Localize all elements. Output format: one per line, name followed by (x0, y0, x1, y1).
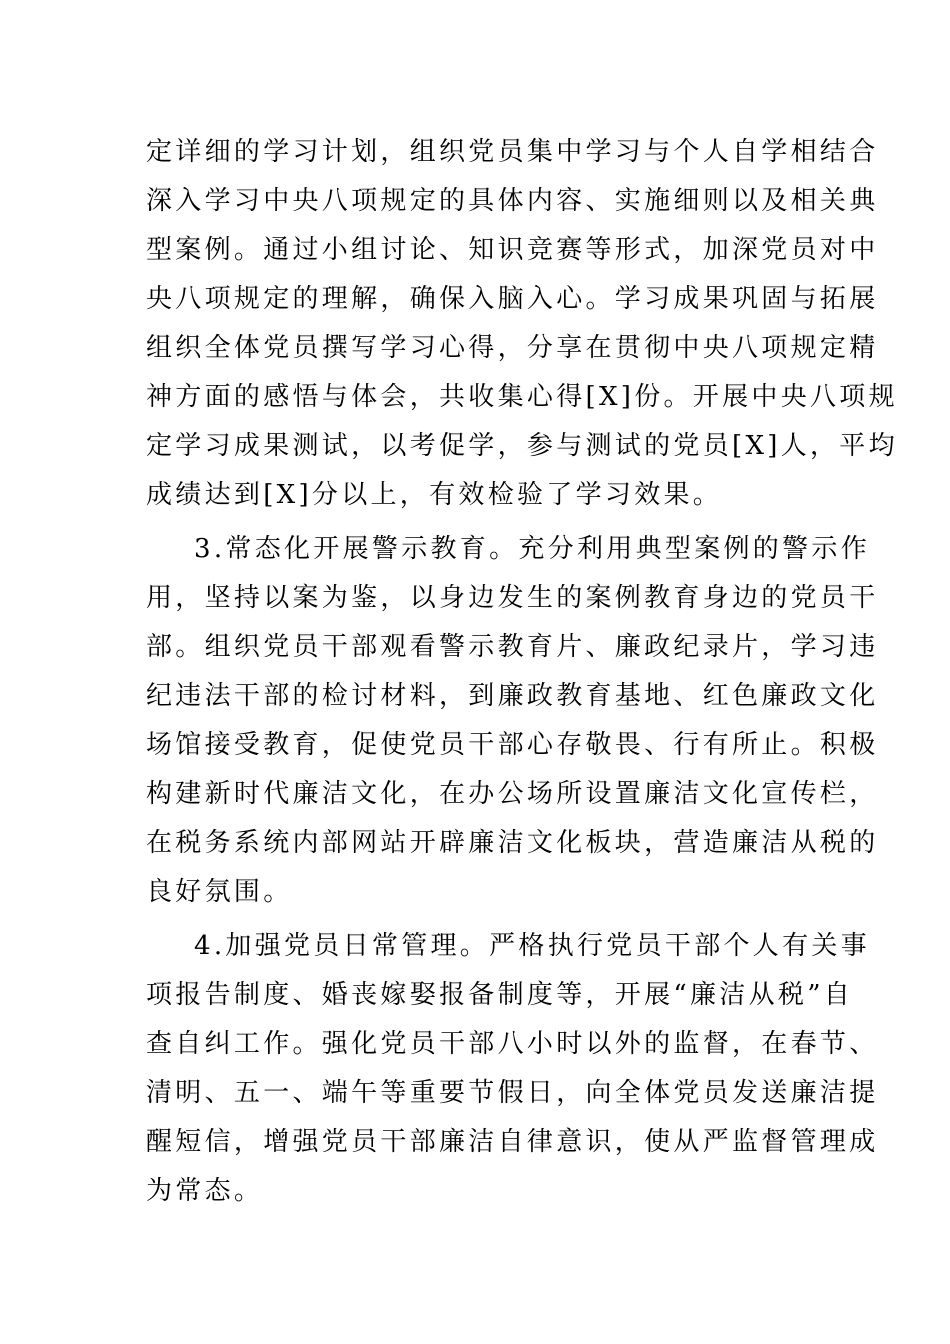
text-line: 神方面的感悟与体会，共收集心得[X]份。开展中央八项规 (146, 382, 898, 412)
text-line: 查自纠工作。强化党员干部八小时以外的监督，在春节、 (146, 1029, 879, 1059)
text-line: 场馆接受教育，促使党员干部心存敬畏、行有所止。积极 (146, 730, 879, 760)
text-line: 定学习成果测试，以考促学，参与测试的党员[X]人，平均 (146, 431, 898, 461)
text-line: 成绩达到[X]分以上，有效检验了学习效果。 (146, 480, 723, 510)
text-line: 项报告制度、婚丧嫁娶报备制度等，开展“廉洁从税”自 (146, 980, 854, 1010)
text-line: 构建新时代廉洁文化，在办公场所设置廉洁文化宣传栏， (146, 779, 879, 809)
text-line: 央八项规定的理解，确保入脑入心。学习成果巩固与拓展 (146, 284, 879, 314)
text-line: 深入学习中央八项规定的具体内容、实施细则以及相关典 (146, 186, 879, 216)
text-line: 用，坚持以案为鉴，以身边发生的案例教育身边的党员干 (146, 583, 879, 613)
paragraph-4-first-line: 4.加强党员日常管理。严格执行党员干部个人有关事 (194, 931, 871, 961)
text-line: 清明、五一、端午等重要节假日，向全体党员发送廉洁提 (146, 1078, 879, 1108)
text-line: 型案例。通过小组讨论、知识竞赛等形式，加深党员对中 (146, 235, 879, 265)
text-line: 组织全体党员撰写学习心得，分享在贯彻中央八项规定精 (146, 333, 879, 363)
text-line: 醒短信，增强党员干部廉洁自律意识，使从严监督管理成 (146, 1127, 879, 1157)
text-line: 为常态。 (146, 1176, 264, 1206)
text-line: 在税务系统内部网站开辟廉洁文化板块，营造廉洁从税的 (146, 828, 879, 858)
text-line: 定详细的学习计划，组织党员集中学习与个人自学相结合 (146, 137, 879, 167)
text-line: 纪违法干部的检讨材料，到廉政教育基地、红色廉政文化 (146, 681, 879, 711)
text-line: 部。组织党员干部观看警示教育片、廉政纪录片，学习违 (146, 632, 879, 662)
text-line: 良好氛围。 (146, 877, 293, 907)
paragraph-3-first-line: 3.常态化开展警示教育。充分利用典型案例的警示作 (194, 534, 871, 564)
